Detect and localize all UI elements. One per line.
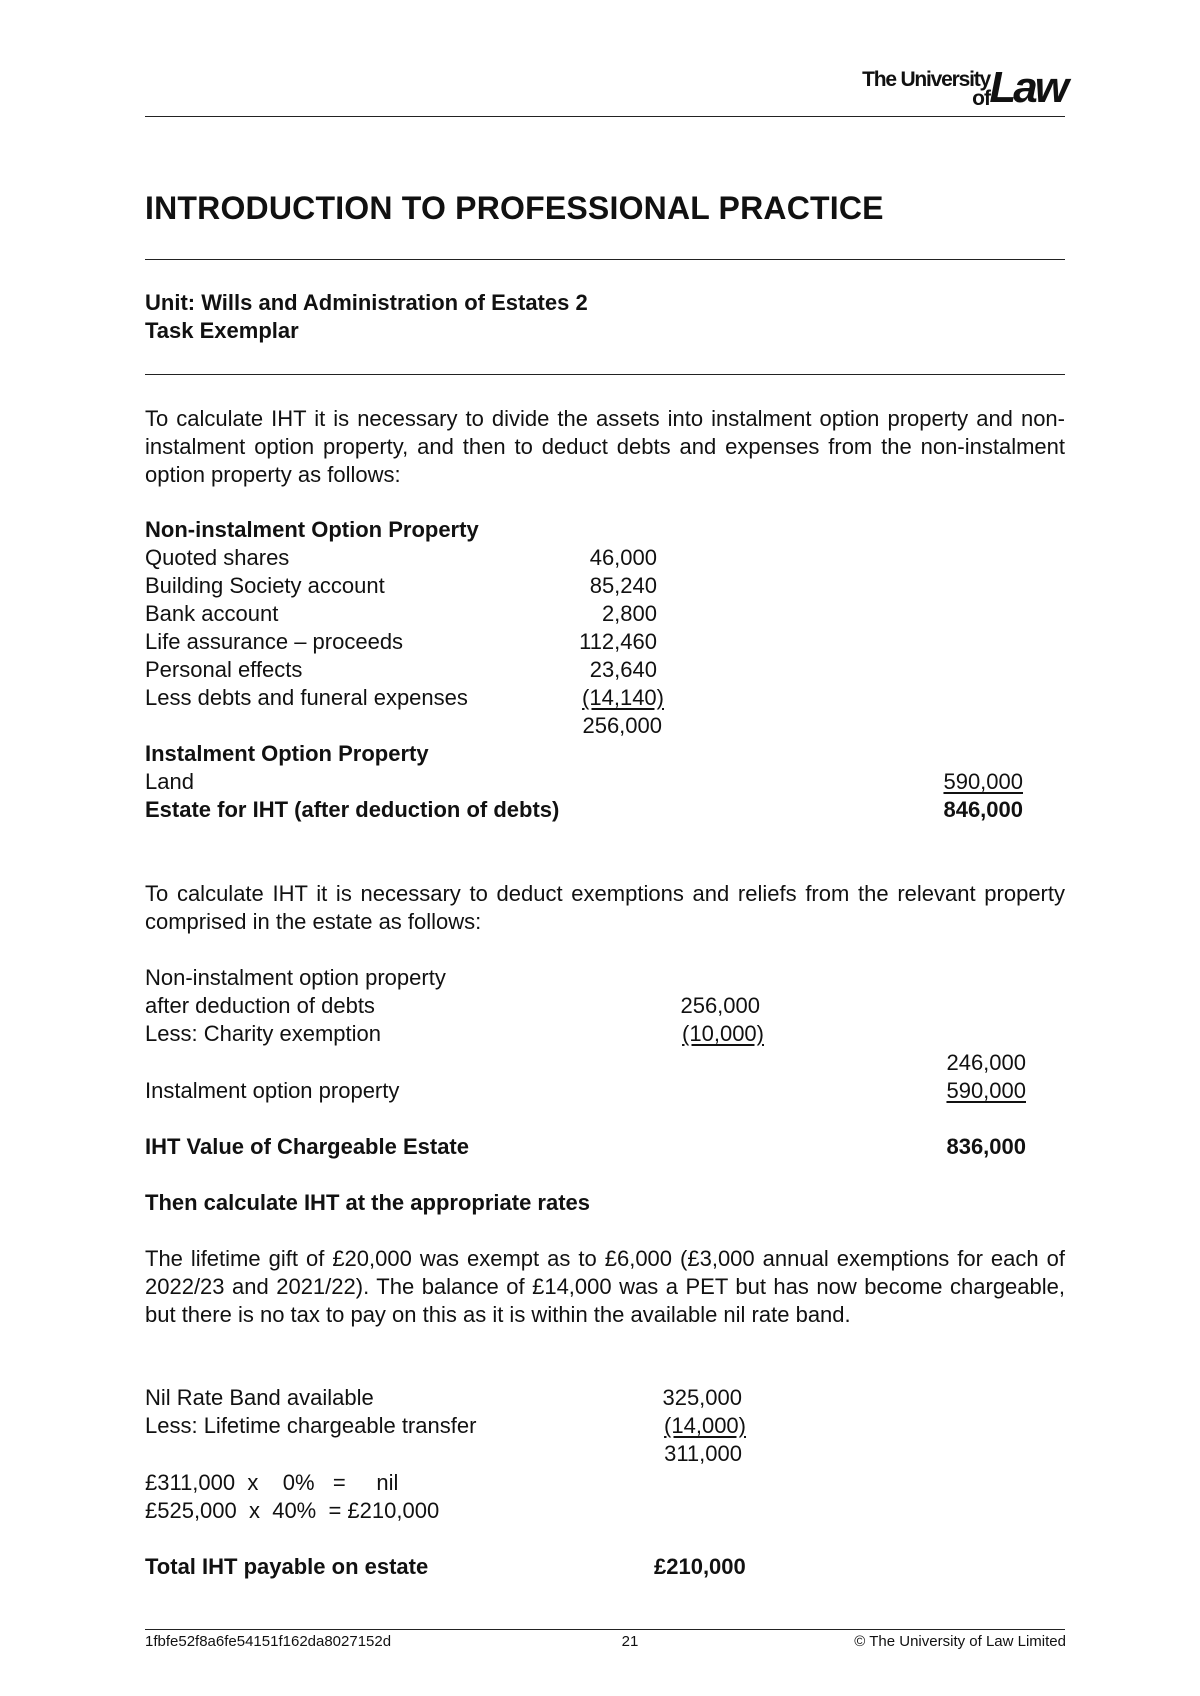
chargeable-estate-value: 836,000 bbox=[946, 1134, 1026, 1159]
calculation-line: £525,000 x 40% = £210,000 bbox=[145, 1498, 440, 1523]
charity-value: (10,000) bbox=[682, 1021, 764, 1046]
charity-label: Less: Charity exemption bbox=[145, 1021, 381, 1046]
subtitle-divider bbox=[145, 374, 1065, 375]
header-divider bbox=[145, 116, 1065, 117]
debts-label: Less debts and funeral expenses bbox=[145, 685, 468, 710]
intro-paragraph: To calculate IHT it is necessary to divide the assets into instalment option property and non-instalment option property, and then to deduct debts and expenses from the non-instalment option property as follows: bbox=[145, 406, 1065, 487]
calculation-line: £311,000 x 0% = nil bbox=[145, 1470, 399, 1495]
document-id: 1fbfe52f8a6fe54151f162da8027152d bbox=[145, 1633, 392, 1650]
asset-label: Life assurance – proceeds bbox=[145, 629, 404, 654]
nrb-value: 325,000 bbox=[662, 1385, 742, 1410]
nrb-label: Nil Rate Band available bbox=[145, 1385, 374, 1410]
task-heading: Task Exemplar bbox=[145, 318, 299, 343]
instalment-property-label: Instalment option property bbox=[145, 1078, 400, 1103]
exemption-line: Non-instalment option property bbox=[145, 965, 446, 990]
asset-value: 46,000 bbox=[589, 545, 657, 570]
instalment-heading: Instalment Option Property bbox=[145, 741, 429, 766]
asset-label: Bank account bbox=[145, 601, 279, 626]
estate-value: 846,000 bbox=[943, 797, 1023, 822]
lct-value: (14,000) bbox=[664, 1413, 746, 1438]
land-value: 590,000 bbox=[943, 769, 1023, 794]
copyright-notice: © The University of Law Limited bbox=[854, 1633, 1066, 1650]
lct-label: Less: Lifetime chargeable transfer bbox=[145, 1413, 477, 1438]
asset-value: 85,240 bbox=[589, 573, 657, 598]
non-instalment-heading: Non-instalment Option Property bbox=[145, 517, 479, 542]
exemption-subtotal: 246,000 bbox=[946, 1050, 1026, 1075]
title-divider bbox=[145, 259, 1065, 260]
document-title: INTRODUCTION TO PROFESSIONAL PRACTICE bbox=[145, 190, 884, 226]
rates-heading: Then calculate IHT at the appropriate rates bbox=[145, 1190, 591, 1215]
university-logo bbox=[856, 64, 1066, 110]
page-number: 21 bbox=[621, 1633, 639, 1650]
chargeable-estate-label: IHT Value of Chargeable Estate bbox=[145, 1134, 469, 1159]
non-instalment-subtotal: 256,000 bbox=[582, 713, 662, 738]
asset-label: Building Society account bbox=[145, 573, 385, 598]
exemption-value: 256,000 bbox=[680, 993, 760, 1018]
asset-label: Quoted shares bbox=[145, 545, 290, 570]
exemptions-paragraph: To calculate IHT it is necessary to deduct exemptions and reliefs from the relevant property comprised in the estate as follows: bbox=[145, 881, 1065, 934]
land-label: Land bbox=[145, 769, 194, 794]
instalment-property-value: 590,000 bbox=[946, 1078, 1026, 1103]
logo-line-2: of bbox=[972, 87, 990, 110]
estate-label: Estate for IHT (after deduction of debts) bbox=[145, 797, 560, 822]
footer-divider bbox=[145, 1629, 1065, 1630]
exemption-line: after deduction of debts bbox=[145, 993, 375, 1018]
logo-line-3: Law bbox=[989, 63, 1066, 112]
total-iht-label: Total IHT payable on estate bbox=[145, 1554, 429, 1579]
asset-value: 23,640 bbox=[589, 657, 657, 682]
asset-label: Personal effects bbox=[145, 657, 303, 682]
rates-paragraph: The lifetime gift of £20,000 was exempt as to £6,000 (£3,000 annual exemptions for each of 2022/23 and 2021/22). The balance of £14,000 was a PET but has now become chargeable, but there is no tax to pay on this as it is within the available nil rate band. bbox=[145, 1246, 1065, 1327]
asset-value: 112,460 bbox=[579, 629, 657, 654]
total-iht-value: £210,000 bbox=[654, 1554, 746, 1579]
unit-heading: Unit: Wills and Administration of Estates 2 bbox=[145, 290, 588, 315]
nrb-remaining: 311,000 bbox=[664, 1441, 742, 1466]
debts-value: (14,140) bbox=[582, 685, 664, 710]
logo-line-1: The University bbox=[862, 68, 990, 91]
asset-value: 2,800 bbox=[601, 601, 657, 626]
